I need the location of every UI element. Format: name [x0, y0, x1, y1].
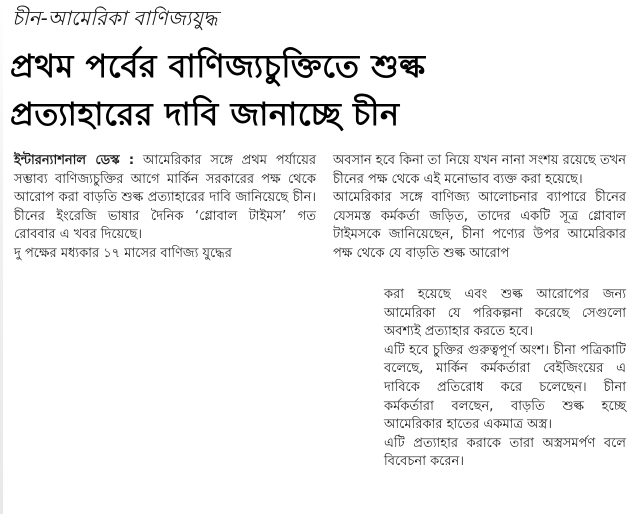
- paragraph: অবসান হবে কিনা তা নিয়ে যখন নানা সংশয় রয়েছে তখন চীনের পক্ষ থেকে এই মনোভাব ব্যক্ত করা হয়েছে।: [333, 153, 626, 187]
- paragraph: করা হয়েছে এবং শুল্ক আরোপের জন্য আমেরিকা যে পরিকল্পনা করেছে সেগুলো অবশ্যই প্রত্যাহার করতে হবে।: [384, 287, 626, 340]
- paragraph: [14, 152, 316, 245]
- scan-edge: [0, 0, 3, 514]
- headline: [10, 42, 630, 138]
- left-column: [14, 152, 316, 264]
- kicker: চীন-আমেরিকা বাণিজ্যযুদ্ধ: [12, 6, 218, 30]
- paragraph: দু পক্ষের মধ্যকার ১৭ মাসের বাণিজ্য যুদ্ধের: [14, 245, 232, 261]
- dateline: ইন্টারন্যাশনাল ডেস্ক :: [14, 153, 135, 168]
- right-column-bottom: [384, 286, 626, 472]
- right-column-top: [333, 152, 626, 264]
- paragraph: আমেরিকার সঙ্গে বাণিজ্য আলোচনার ব্যাপারে চীনের যেসমস্ত কর্মকর্তা জড়িত, তাদের একটি সূত্র গ্লোবাল টাইমসকে জানিয়েছেন, চীনা পণ্যের উপর আমেরিকার পক্ষ থেকে যে বাড়তি শুল্ক আরোপ: [333, 190, 626, 261]
- paragraph-text: আমেরিকার সঙ্গে প্রথম পর্যায়ের সম্ভাব্য বাণিজ্যচুক্তির আগে মার্কিন সরকারের পক্ষ থেকে আরোপ করা বাড়তি শুল্ক প্রত্যাহারের দাবি জানিয়েছে চীন। চীনের ইংরেজি ভাষার দৈনিক ‘গ্লোবাল টাইমস’ গত রোববার এ খবর দিয়েছে।: [14, 153, 316, 243]
- headline-line-1: প্রথম পর্বের বাণিজ্যচুক্তিতে শুল্ক: [10, 47, 426, 85]
- paragraph: এটি প্রত্যাহার করাকে তারা অস্ত্রসমর্পণ বলে বিবেচনা করেন।: [384, 435, 626, 470]
- paragraph: এটি হবে চুক্তির গুরুত্বপূর্ণ অংশ। চীনা পত্রিকাটি বলেছে, মার্কিন কর্মকর্তারা বেইজিংয়ের এ দাবিকে প্রতিরোধ করে চলেছেন। চীনা কর্মকর্তারা বলছেন, বাড়তি শুল্ক হচ্ছে আমেরিকার হাতের একমাত্র অস্ত্র।: [384, 342, 626, 433]
- headline-line-2: প্রত্যাহারের দাবি জানাচ্ছে চীন: [10, 95, 400, 133]
